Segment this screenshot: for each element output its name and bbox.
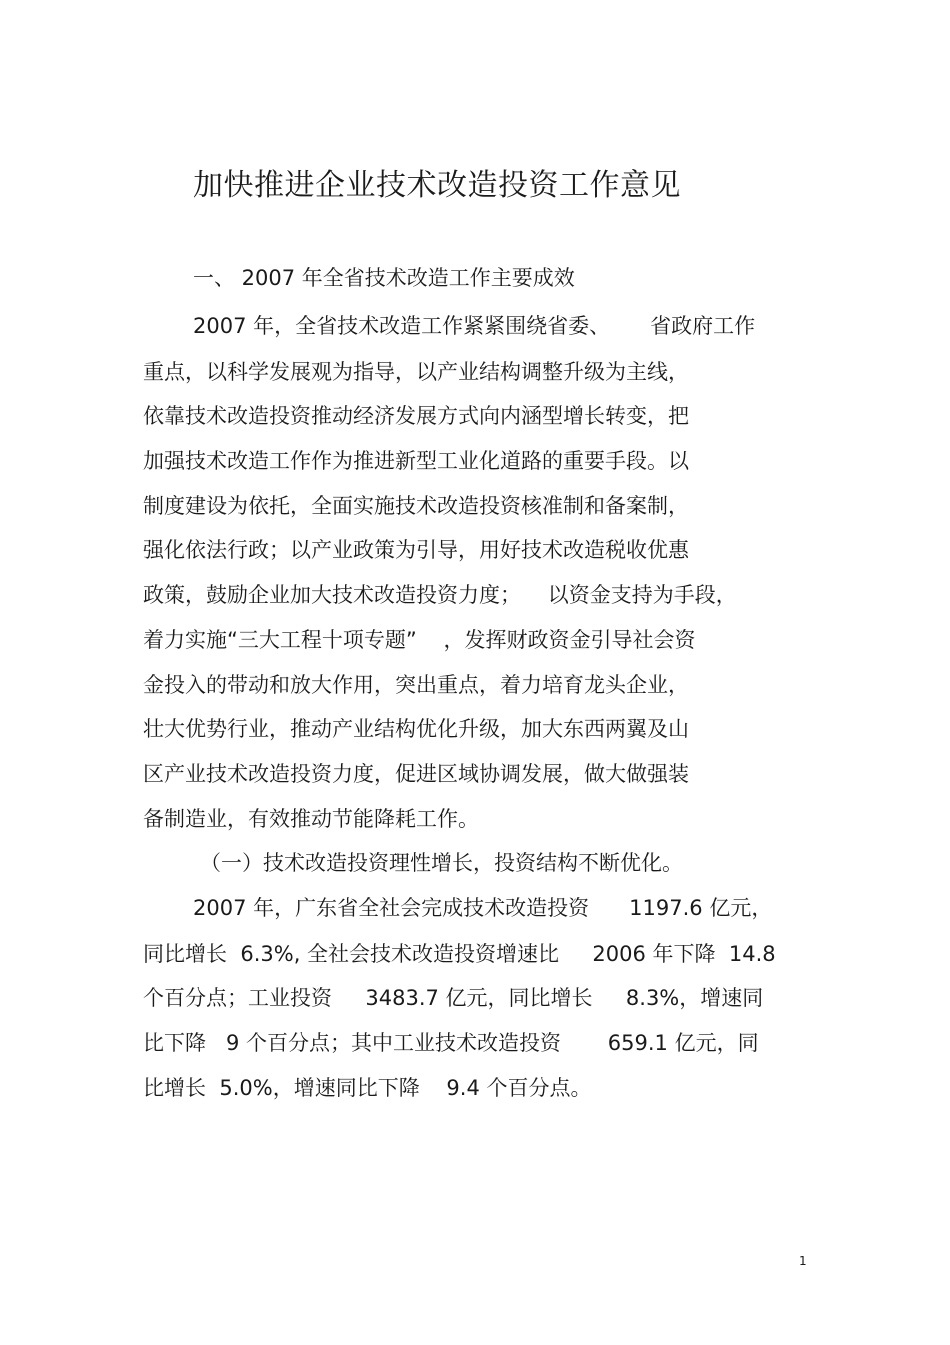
paragraph-line: 区产业技术改造投资力度，促进区域协调发展，做大做强装: [143, 762, 689, 786]
paragraph-line: 备制造业，有效推动节能降耗工作。: [143, 807, 479, 831]
paragraph-line: 个百分点；工业投资 3483.7 亿元，同比增长 8.3%，增速同: [143, 986, 764, 1010]
paragraph-line: 加强技术改造工作作为推进新型工业化道路的重要手段。以: [143, 449, 689, 473]
section-heading: 一、 2007 年全省技术改造工作主要成效: [193, 266, 575, 290]
paragraph-line: 同比增长 6.3%, 全社会技术改造投资增速比 2006 年下降 14.8: [143, 942, 776, 966]
paragraph-line: 制度建设为依托，全面实施技术改造投资核准制和备案制，: [143, 494, 689, 518]
paragraph-line: 着力实施“三大工程十项专题” ，发挥财政资金引导社会资: [143, 628, 696, 652]
paragraph-line: 2007 年，全省技术改造工作紧紧围绕省委、 省政府工作: [193, 314, 756, 338]
paragraph-line: 强化依法行政；以产业政策为引导，用好技术改造税收优惠: [143, 538, 689, 562]
paragraph-line: 壮大优势行业，推动产业结构优化升级，加大东西两翼及山: [143, 717, 689, 741]
page-number: 1: [799, 1254, 807, 1268]
paragraph-line: 比增长 5.0%，增速同比下降 9.4 个百分点。: [143, 1076, 592, 1100]
paragraph-line: 比下降 9 个百分点；其中工业技术改造投资 659.1 亿元，同: [143, 1031, 759, 1055]
paragraph-line: 依靠技术改造投资推动经济发展方式向内涵型增长转变，把: [143, 404, 689, 428]
paragraph-line: 金投入的带动和放大作用，突出重点，着力培育龙头企业，: [143, 673, 689, 697]
subsection-heading: （一）技术改造投资理性增长，投资结构不断优化。: [200, 851, 683, 875]
paragraph-line: 重点，以科学发展观为指导，以产业结构调整升级为主线，: [143, 360, 689, 384]
paragraph-line: 政策，鼓励企业加大技术改造投资力度； 以资金支持为手段，: [143, 583, 737, 607]
document-title: 加快推进企业技术改造投资工作意见: [193, 168, 681, 203]
paragraph-line: 2007 年，广东省全社会完成技术改造投资 1197.6 亿元，: [193, 896, 773, 920]
